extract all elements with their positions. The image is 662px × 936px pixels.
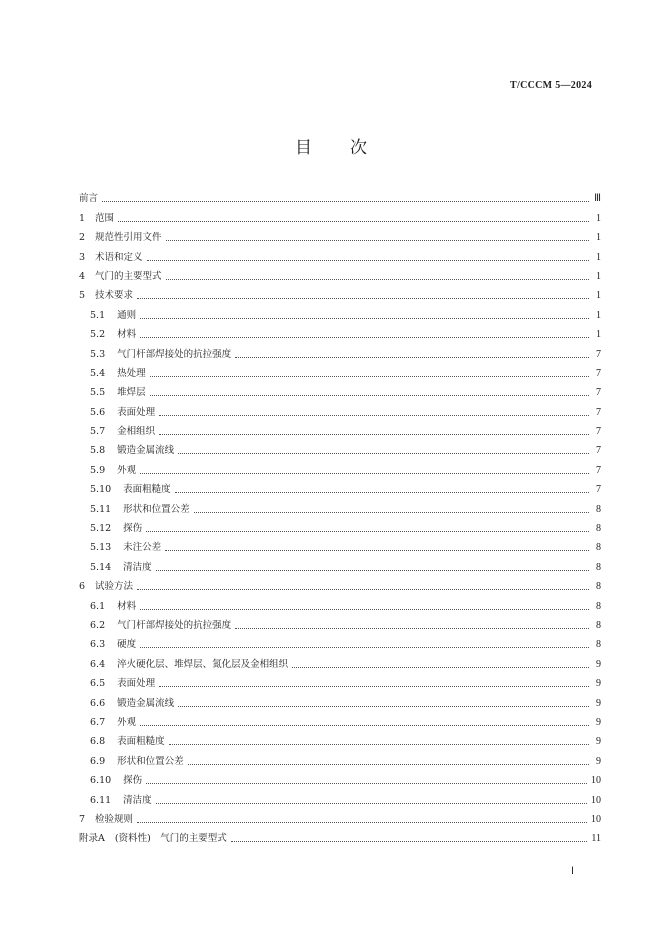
toc-entry-label: 金相组织 xyxy=(117,426,156,438)
toc-entry-label: 形状和位置公差 xyxy=(123,503,190,515)
toc-title: 目次 xyxy=(295,138,405,158)
toc-entry-label: 锻造金属流线 xyxy=(117,445,175,457)
dot-leader xyxy=(169,744,589,745)
toc-entry[interactable] xyxy=(79,380,601,399)
toc-entry-page: 9 xyxy=(596,678,601,690)
dot-leader xyxy=(188,764,589,765)
toc-entry-label: 外观 xyxy=(117,716,137,728)
toc-entry-number: 5.14 xyxy=(90,561,112,573)
toc-entry[interactable] xyxy=(79,225,601,244)
table-of-contents xyxy=(79,186,601,845)
toc-entry-page: 8 xyxy=(596,561,601,573)
toc-entry-page: 7 xyxy=(596,426,601,438)
dot-leader xyxy=(140,647,589,648)
toc-entry[interactable] xyxy=(79,632,601,651)
dot-leader xyxy=(102,201,589,202)
toc-entry-number: 4 xyxy=(79,270,86,282)
toc-entry-label: 淬火硬化层、堆焊层、氮化层及金相组织 xyxy=(117,658,289,670)
toc-entry-label: 表面处理 xyxy=(117,406,156,418)
page-number: Ⅰ xyxy=(571,866,574,877)
toc-entry-number: 5.13 xyxy=(90,542,112,554)
toc-entry[interactable] xyxy=(79,807,601,826)
dot-leader xyxy=(150,376,589,377)
toc-entry-page: 1 xyxy=(596,212,601,224)
toc-entry-number: 5.4 xyxy=(90,367,106,379)
toc-entry-label: 通则 xyxy=(117,309,137,321)
dot-leader xyxy=(137,822,587,823)
toc-entry-label: 堆焊层 xyxy=(117,387,146,399)
dot-leader xyxy=(235,357,589,358)
toc-entry-page: 1 xyxy=(596,270,601,282)
dot-leader xyxy=(118,221,589,222)
toc-entry-page: 1 xyxy=(596,329,601,341)
toc-entry-page: 7 xyxy=(596,348,601,360)
dot-leader xyxy=(159,686,589,687)
toc-entry-number: 5.10 xyxy=(90,484,112,496)
toc-entry-label: 检验规则 xyxy=(95,813,134,825)
toc-entry[interactable] xyxy=(79,419,601,438)
dot-leader xyxy=(194,512,589,513)
toc-entry-page: 7 xyxy=(596,406,601,418)
toc-entry-page: 8 xyxy=(596,523,601,535)
toc-entry-label: 硬度 xyxy=(117,639,137,651)
toc-entry[interactable] xyxy=(79,496,601,515)
toc-entry-label: 探伤 xyxy=(123,523,143,535)
toc-entry-label: 表面粗糙度 xyxy=(123,484,171,496)
toc-entry-page: 7 xyxy=(596,464,601,476)
toc-entry-label: 表面粗糙度 xyxy=(117,736,165,748)
dot-leader xyxy=(150,395,589,396)
toc-entry-label: 材料 xyxy=(117,329,137,341)
toc-entry-page: 7 xyxy=(596,484,601,496)
toc-entry-page: 7 xyxy=(596,387,601,399)
toc-entry-page: 8 xyxy=(596,542,601,554)
toc-entry-page: 8 xyxy=(596,639,601,651)
toc-entry[interactable] xyxy=(79,826,601,845)
dot-leader xyxy=(178,453,589,454)
dot-leader xyxy=(140,318,589,319)
toc-entry-label: 前言 xyxy=(79,193,99,205)
toc-entry-number: 5.1 xyxy=(90,309,106,321)
toc-entry-label: 清洁度 xyxy=(123,794,152,806)
toc-entry-page: 8 xyxy=(596,581,601,593)
toc-entry-number: 6.5 xyxy=(90,678,106,690)
toc-entry-label: 气门杆部焊接处的抗拉强度 xyxy=(117,619,232,631)
dot-leader xyxy=(137,589,589,590)
dot-leader xyxy=(165,550,589,551)
dot-leader xyxy=(159,415,589,416)
toc-entry-number: 6.8 xyxy=(90,736,106,748)
toc-entry[interactable] xyxy=(79,768,601,787)
toc-entry[interactable] xyxy=(79,186,601,205)
dot-leader xyxy=(140,473,589,474)
toc-entry-page: 9 xyxy=(596,697,601,709)
toc-entry-label: (资料性) 气门的主要型式 xyxy=(114,833,227,845)
toc-entry-page: 7 xyxy=(596,445,601,457)
toc-entry-page: 1 xyxy=(596,251,601,263)
toc-entry-page: 10 xyxy=(591,775,601,787)
dot-leader xyxy=(175,492,589,493)
dot-leader xyxy=(235,628,589,629)
toc-entry-number: 6.9 xyxy=(90,755,106,767)
toc-entry-label: 试验方法 xyxy=(95,581,134,593)
dot-leader xyxy=(140,337,589,338)
toc-entry-number: 6.6 xyxy=(90,697,106,709)
toc-entry-number: 6.3 xyxy=(90,639,106,651)
toc-entry-number: 5 xyxy=(79,290,86,302)
toc-entry[interactable] xyxy=(79,613,601,632)
dot-leader xyxy=(140,725,589,726)
toc-entry[interactable] xyxy=(79,457,601,476)
toc-entry[interactable] xyxy=(79,244,601,263)
toc-entry[interactable] xyxy=(79,205,601,224)
toc-entry[interactable] xyxy=(79,341,601,360)
toc-entry[interactable] xyxy=(79,574,601,593)
toc-entry-label: 术语和定义 xyxy=(95,251,143,263)
toc-entry-label: 未注公差 xyxy=(123,542,162,554)
dot-leader xyxy=(178,706,589,707)
toc-entry[interactable] xyxy=(79,593,601,612)
toc-entry-label: 材料 xyxy=(117,600,137,612)
toc-entry[interactable] xyxy=(79,322,601,341)
toc-entry[interactable] xyxy=(79,535,601,554)
toc-entry-label: 清洁度 xyxy=(123,561,152,573)
toc-entry-number: 5.11 xyxy=(90,503,112,515)
toc-entry-label: 形状和位置公差 xyxy=(117,755,184,767)
toc-entry-page: 1 xyxy=(596,232,601,244)
toc-entry[interactable] xyxy=(79,361,601,380)
toc-entry-label: 规范性引用文件 xyxy=(95,232,162,244)
toc-entry-page: 9 xyxy=(596,716,601,728)
dot-leader xyxy=(156,570,589,571)
toc-entry-label: 气门杆部焊接处的抗拉强度 xyxy=(117,348,232,360)
toc-entry-page: 1 xyxy=(596,290,601,302)
toc-entry-page: 9 xyxy=(596,755,601,767)
toc-entry-number: 附录A xyxy=(79,833,105,845)
dot-leader xyxy=(166,279,589,280)
dot-leader xyxy=(137,298,589,299)
toc-entry-page: 8 xyxy=(596,600,601,612)
toc-entry-number: 6 xyxy=(79,581,86,593)
dot-leader xyxy=(166,240,589,241)
toc-entry-number: 3 xyxy=(79,251,86,263)
toc-entry[interactable] xyxy=(79,787,601,806)
toc-entry-label: 技术要求 xyxy=(95,290,134,302)
dot-leader xyxy=(146,783,587,784)
toc-entry-number: 6.2 xyxy=(90,619,106,631)
toc-entry[interactable] xyxy=(79,283,601,302)
toc-entry[interactable] xyxy=(79,264,601,283)
toc-entry-label: 锻造金属流线 xyxy=(117,697,175,709)
toc-entry[interactable] xyxy=(79,399,601,418)
toc-entry[interactable] xyxy=(79,477,601,496)
toc-entry-number: 1 xyxy=(79,212,86,224)
toc-entry-number: 5.7 xyxy=(90,426,106,438)
toc-entry-page: Ⅲ xyxy=(594,193,601,205)
toc-entry-label: 探伤 xyxy=(123,775,143,787)
toc-entry-number: 2 xyxy=(79,232,86,244)
toc-entry-page: 10 xyxy=(591,813,601,825)
toc-entry[interactable] xyxy=(79,690,601,709)
toc-entry-number: 5.6 xyxy=(90,406,106,418)
dot-leader xyxy=(140,609,589,610)
toc-entry-number: 5.5 xyxy=(90,387,106,399)
toc-entry-page: 9 xyxy=(596,658,601,670)
toc-entry-page: 11 xyxy=(591,833,601,845)
toc-entry-label: 热处理 xyxy=(117,367,146,379)
toc-entry-label: 范围 xyxy=(95,212,115,224)
toc-entry-label: 外观 xyxy=(117,464,137,476)
toc-entry[interactable] xyxy=(79,302,601,321)
toc-entry-number: 7 xyxy=(79,813,86,825)
toc-entry[interactable] xyxy=(79,671,601,690)
toc-entry-label: 表面处理 xyxy=(117,678,156,690)
toc-entry[interactable] xyxy=(79,710,601,729)
toc-entry-number: 6.10 xyxy=(90,775,112,787)
dot-leader xyxy=(146,531,589,532)
toc-entry-number: 5.2 xyxy=(90,329,106,341)
toc-entry[interactable] xyxy=(79,554,601,573)
dot-leader xyxy=(292,667,589,668)
toc-entry-number: 5.9 xyxy=(90,464,106,476)
toc-entry[interactable] xyxy=(79,729,601,748)
toc-entry-page: 9 xyxy=(596,736,601,748)
dot-leader xyxy=(159,434,589,435)
toc-entry-number: 6.11 xyxy=(90,794,112,806)
toc-entry-page: 7 xyxy=(596,367,601,379)
dot-leader xyxy=(147,260,589,261)
toc-entry[interactable] xyxy=(79,516,601,535)
toc-entry-label: 气门的主要型式 xyxy=(95,270,162,282)
dot-leader xyxy=(156,803,587,804)
toc-entry-number: 6.7 xyxy=(90,716,106,728)
toc-entry-number: 5.3 xyxy=(90,348,106,360)
toc-entry-number: 6.4 xyxy=(90,658,106,670)
toc-entry[interactable] xyxy=(79,438,601,457)
toc-entry[interactable] xyxy=(79,748,601,767)
dot-leader xyxy=(231,841,588,842)
toc-entry-number: 5.8 xyxy=(90,445,106,457)
toc-entry-number: 5.12 xyxy=(90,523,112,535)
toc-entry-page: 8 xyxy=(596,503,601,515)
toc-entry-page: 1 xyxy=(596,309,601,321)
toc-entry[interactable] xyxy=(79,651,601,670)
toc-entry-number: 6.1 xyxy=(90,600,106,612)
document-code: T/CCCM 5—2024 xyxy=(510,80,592,91)
toc-entry-page: 8 xyxy=(596,619,601,631)
toc-entry-page: 10 xyxy=(591,794,601,806)
